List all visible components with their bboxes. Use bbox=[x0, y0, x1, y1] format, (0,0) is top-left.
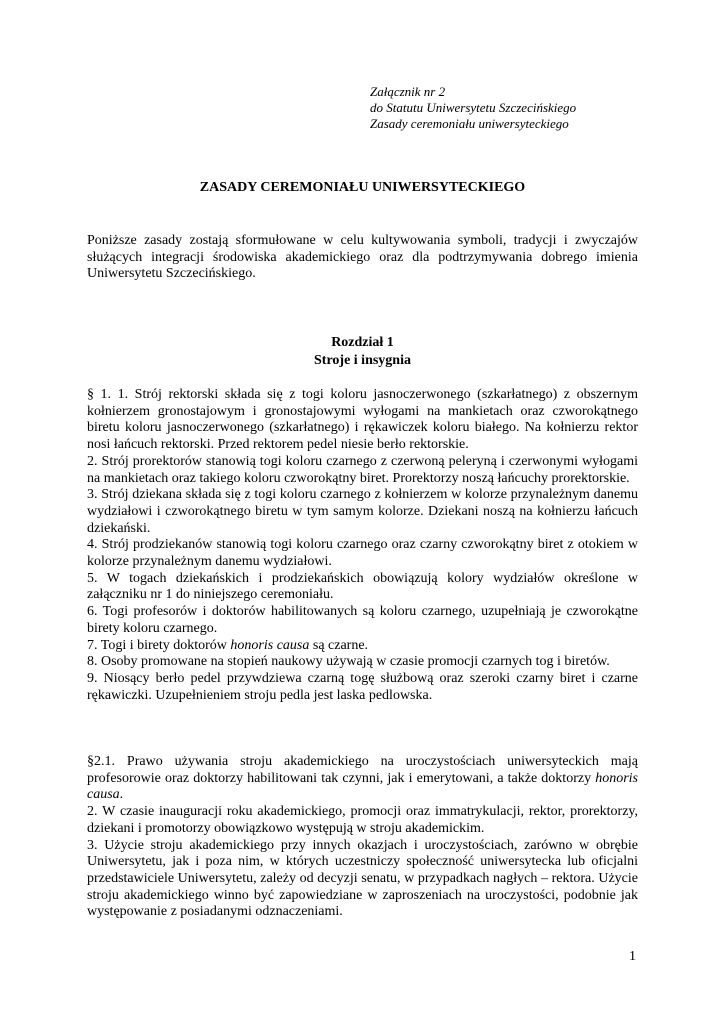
attachment-note-line: Zasady ceremoniału uniwersyteckiego bbox=[370, 116, 569, 131]
section-1 bbox=[87, 387, 638, 704]
intro-paragraph: Poniższe zasady zostają sformułowane w celu kultywowania symboli, tradycji i zwyczajów służących integracji środowiska akademickiego oraz dla podtrzymywania dobrego imienia Uniwersytetu Szczecińskiego. bbox=[87, 233, 638, 282]
paragraph: 6. Togi profesorów i doktorów habilitowanych są koloru czarnego, uzupełniają je czworokątne birety koloru czarnego. bbox=[87, 604, 638, 636]
attachment-note-line: Załącznik nr 2 bbox=[370, 84, 446, 99]
section-2 bbox=[87, 754, 638, 921]
chapter-title: Stroje i insygnia bbox=[314, 353, 411, 368]
document-title: ZASADY CEREMONIAŁU UNIWERSYTECKIEGO bbox=[199, 180, 526, 195]
paragraph bbox=[87, 754, 638, 804]
chapter-number: Rozdział 1 bbox=[331, 335, 394, 350]
italic-term: honoris causa bbox=[230, 637, 310, 653]
paragraph: 5. W togach dziekańskich i prodziekańskich obowiązują kolory wydziałów określone w załączniku nr 1 do niniejszego ceremoniału. bbox=[87, 570, 638, 603]
text-run: są czarne. bbox=[309, 637, 369, 653]
attachment-note-line: do Statutu Uniwersytetu Szczecińskiego bbox=[370, 100, 577, 115]
paragraph: 4. Strój prodziekanów stanowią togi koloru czarnego oraz czarny czworokątny biret z otokiem w kolorze przynależnym danemu wydziałowi. bbox=[87, 537, 638, 570]
paragraph: 2. Strój prorektorów stanowią togi koloru czarnego z czerwoną peleryną i czerwonymi wyłogami na mankietach oraz takiego koloru czworokątny biret. Prorektorzy noszą łańcuchy prorektorskie. bbox=[87, 453, 638, 486]
paragraph: 8. Osoby promowane na stopień naukowy używają w czasie promocji czarnych tog i biretów. bbox=[87, 654, 610, 670]
text-run: §2.1. Prawo używania stroju akademickiego na uroczystościach uniwersyteckich mają profesorowie oraz doktorzy habilitowani tak czynni, jak i emerytowani, a także doktorzy bbox=[87, 754, 638, 786]
text-run: 7. Togi i birety doktorów bbox=[87, 637, 231, 653]
italic-term: honoris causa bbox=[87, 770, 638, 803]
paragraph: § 1. 1. Strój rektorski składa się z togi koloru jasnoczerwonego (szkarłatnego) z obszernym kołnierzem gronostajowym i gronostajowymi wyłogami na mankietach oraz czworokątnego biretu koloru jasnoczerwonego (szkarłatnego) i rękawiczek koloru białego. Na kołnierzu rektor nosi łańcuch rektorski. Przed rektorem pedel niesie berło rektorskie. bbox=[87, 387, 638, 453]
page-number: 1 bbox=[629, 949, 636, 964]
paragraph: 2. W czasie inauguracji roku akademickiego, promocji oraz immatrykulacji, rektor, prorektorzy, dziekani i promotorzy obowiązkowo występują w stroju akademickim. bbox=[87, 804, 638, 836]
paragraph bbox=[87, 638, 638, 655]
attachment-note bbox=[370, 84, 576, 132]
paragraph: 3. Strój dziekana składa się z togi koloru czarnego z kołnierzem w kolorze przynależnym danemu wydziałowi i czworokątnego biretu w tym samym kolorze. Dziekani noszą na kołnierzu łańcuch dziekański. bbox=[87, 487, 638, 536]
paragraph: 3. Użycie stroju akademickiego przy innych okazjach i uroczystościach, zarówno w obrębie Uniwersytetu, jak i poza nim, w których uczestniczy społeczność uniwersytecka lub oficjalni przedstawiciele Uniwersytetu, zależy od decyzji senatu, w przypadkach nagłych – rektora. Użycie stroju akademickiego winno być zapowiedziane w zaproszeniach na uroczystości, podobnie jak występowanie z posiadanymi odznaczeniami. bbox=[87, 837, 638, 920]
paragraph: 9. Niosący berło pedel przywdziewa czarną togę służbową oraz szeroki czarny biret i czarne rękawiczki. Uzupełnieniem stroju pedla jest laska pedlowska. bbox=[87, 670, 638, 703]
text-run: . bbox=[119, 787, 124, 803]
